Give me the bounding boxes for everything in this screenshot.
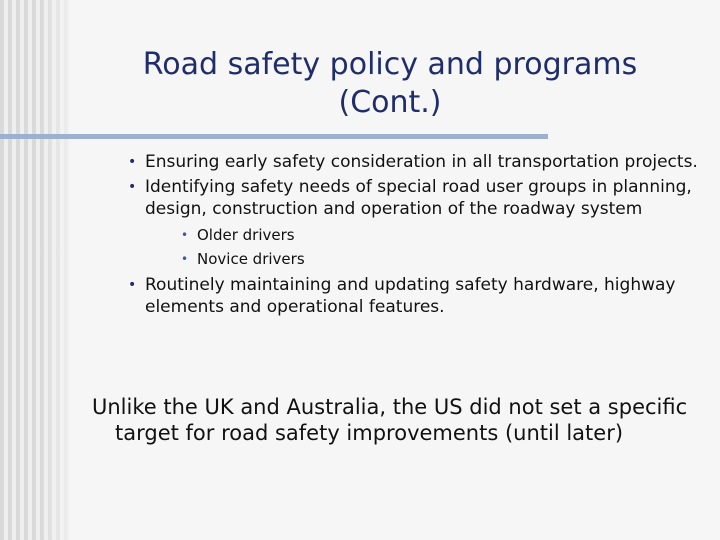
sub-bullet-text: Older drivers [197,226,295,244]
bullet-dot-icon: • [128,179,137,195]
bullet-text: Ensuring early safety consideration in all transportation projects. [145,152,698,172]
closing-note: Unlike the UK and Australia, the US did not set a specific target for road safety improvements (until later) [92,395,688,445]
bullet-text: Identifying safety needs of special road user groups in planning, design, construction and operation of the roadway system [145,177,692,219]
bullet-item [128,151,708,173]
slide-title-line1: Road safety policy and programs [142,47,638,82]
slide-title [100,46,680,122]
bullet-dot-icon: • [181,228,189,242]
title-divider [0,134,548,139]
bullet-dot-icon: • [128,154,137,170]
bullet-text: Routinely maintaining and updating safety hardware, highway elements and operational features. [145,275,676,317]
stripes-fade [40,0,80,540]
sub-bullet-list [145,223,708,271]
sub-bullet-item [181,247,708,271]
bullet-list [128,151,708,321]
sub-bullet-item [181,223,708,247]
bullet-dot-icon: • [181,252,189,266]
bullet-item [128,274,708,318]
bullet-item [128,176,708,271]
bullet-dot-icon: • [128,277,137,293]
slide-title-line2: (Cont.) [338,85,442,120]
sub-bullet-text: Novice drivers [197,250,305,268]
